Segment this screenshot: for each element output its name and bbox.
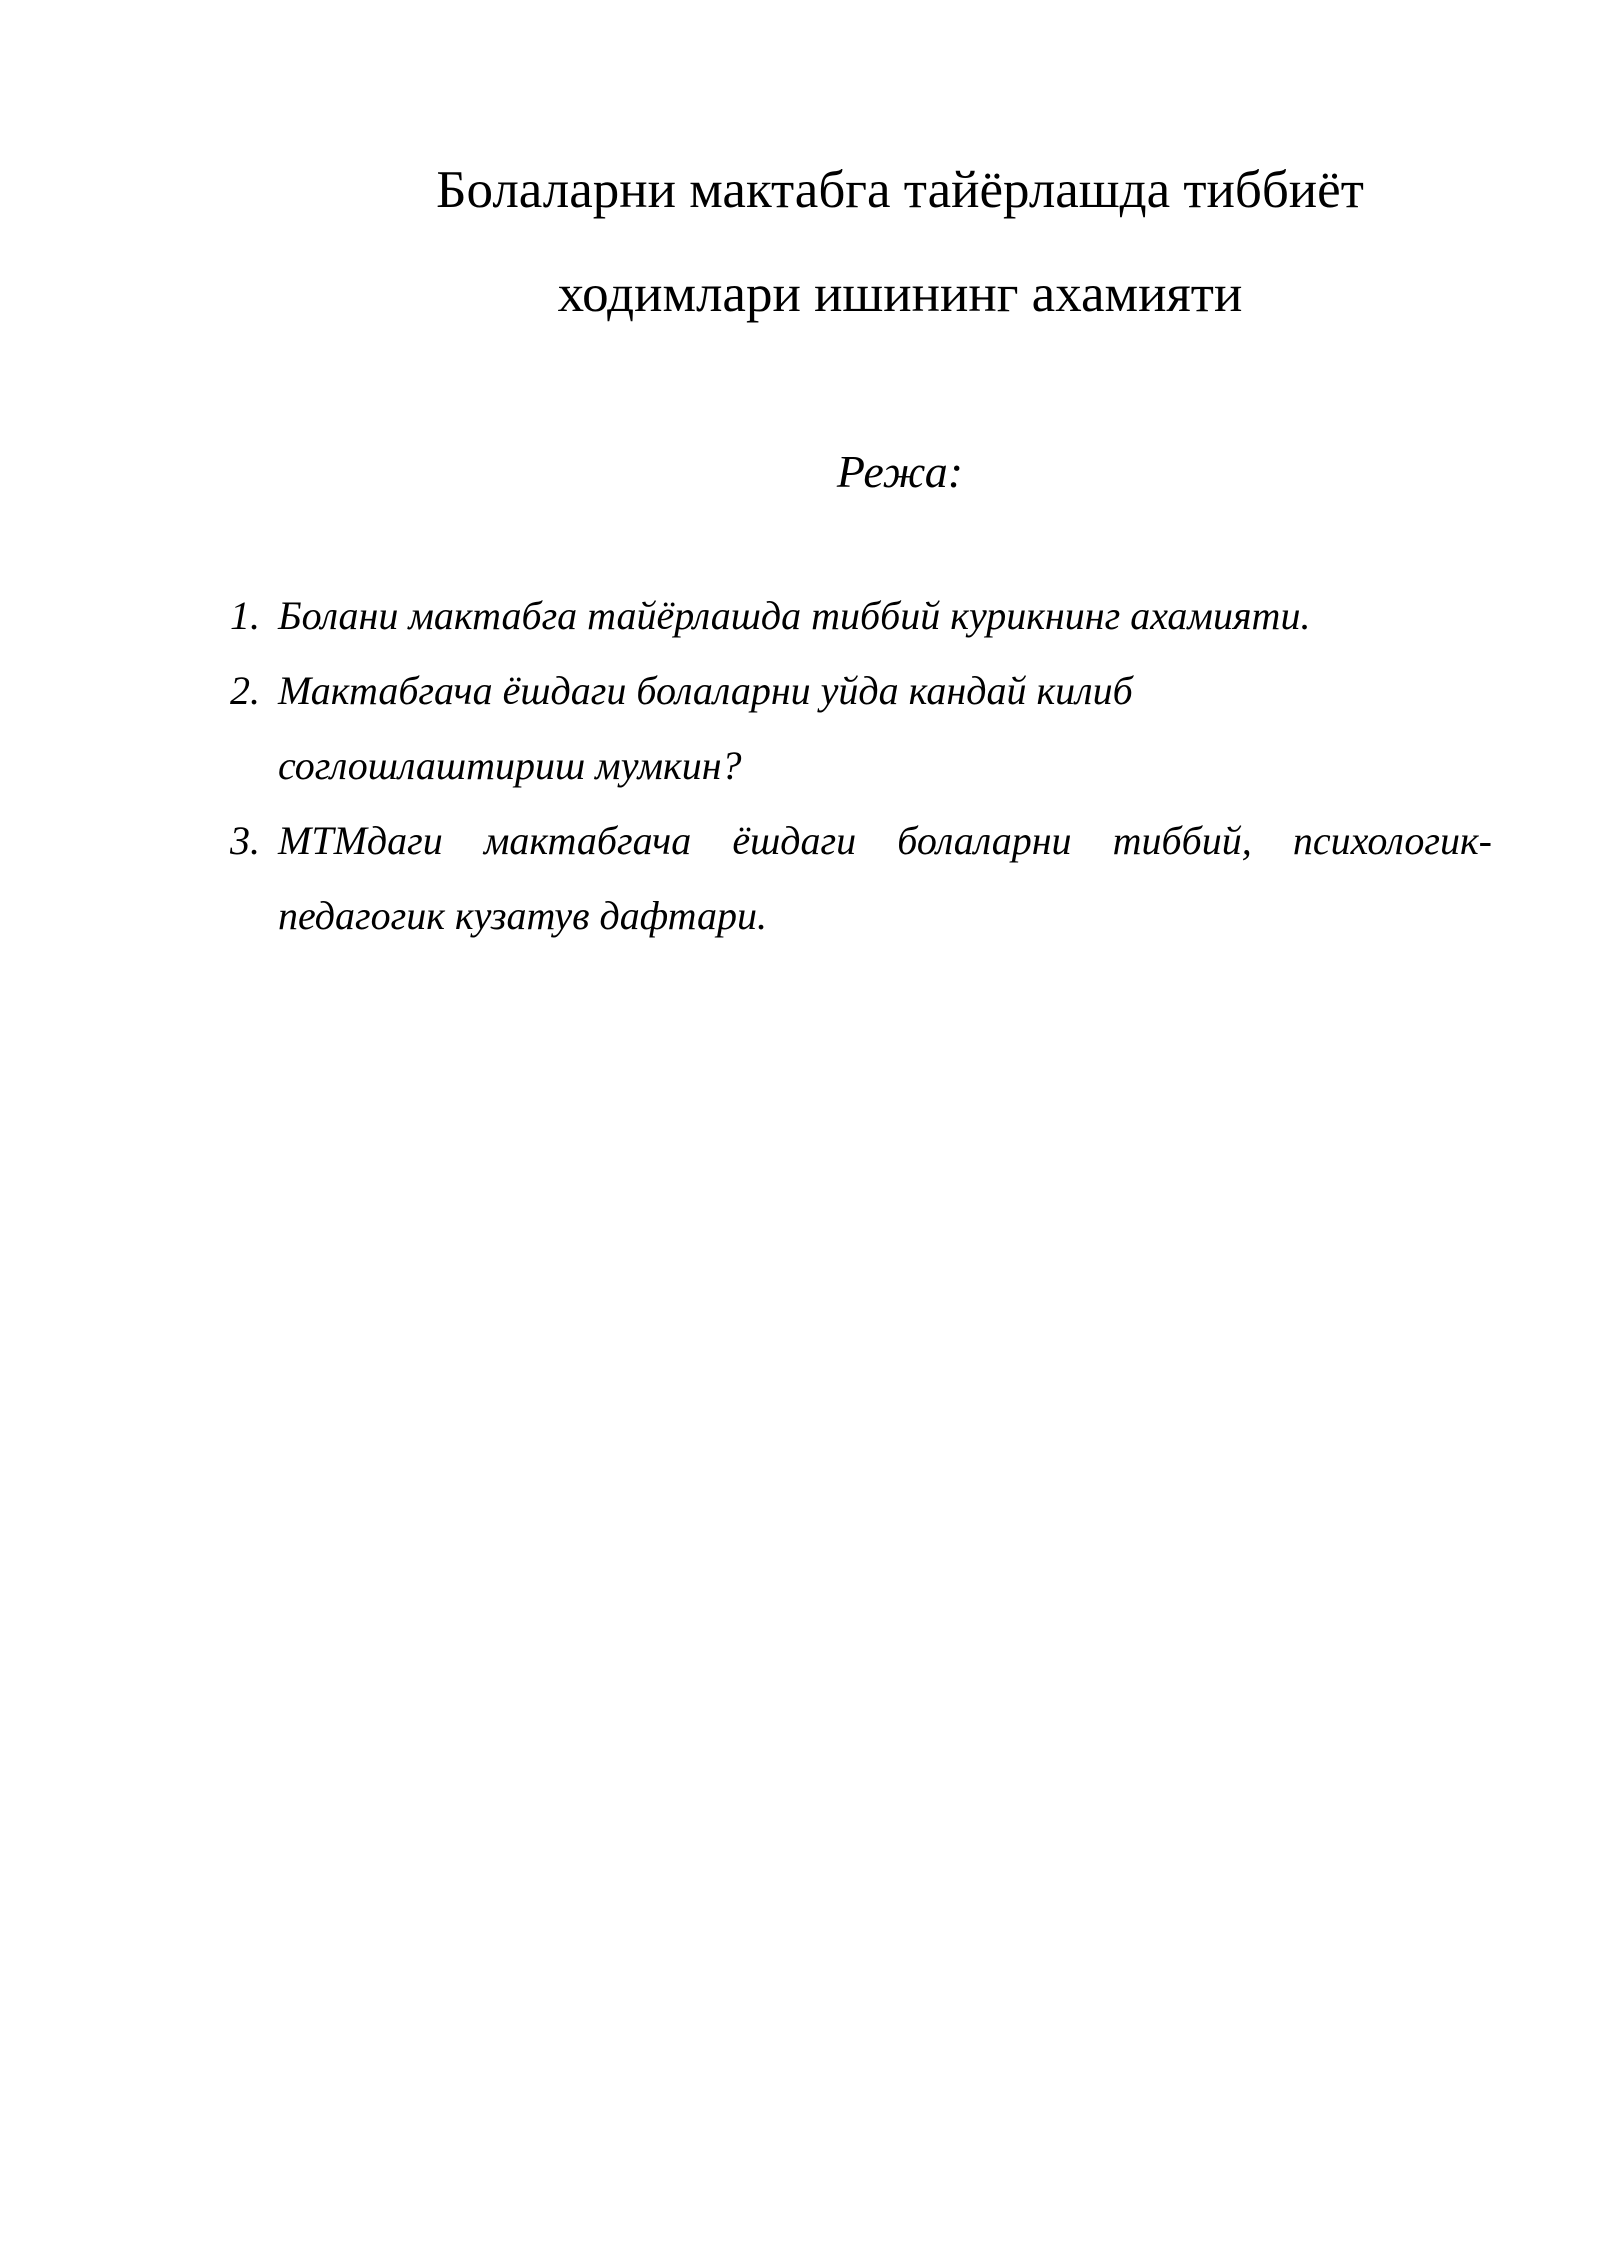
plan-item-2 xyxy=(230,653,1492,803)
plan-item-1 xyxy=(230,578,1492,653)
plan-item-number: 1. xyxy=(230,593,260,638)
plan-item-text: Мактабгача ёшдаги болаларни уйда кандай килиб соглошлаштириш мумкин? xyxy=(278,668,1133,788)
plan-item-text: Болани мактабга тайёрлашда тиббий курикнинг ахамияти. xyxy=(278,593,1311,638)
title-line-2: ходимлари ишининг ахамияти xyxy=(557,265,1243,323)
plan-heading: Режа: xyxy=(836,446,964,497)
plan-list xyxy=(230,578,1492,953)
plan-item-text: МТМдаги мактабгача ёшдаги болаларни тиббий, психологик-педагогик кузатув дафтари. xyxy=(278,818,1492,938)
document-title xyxy=(320,138,1480,346)
plan-item-number: 3. xyxy=(230,818,260,863)
plan-item-number: 2. xyxy=(230,668,260,713)
title-line-1: Болаларни мактабга тайёрлашда тиббиёт xyxy=(436,161,1364,219)
plan-item-3 xyxy=(230,803,1492,953)
